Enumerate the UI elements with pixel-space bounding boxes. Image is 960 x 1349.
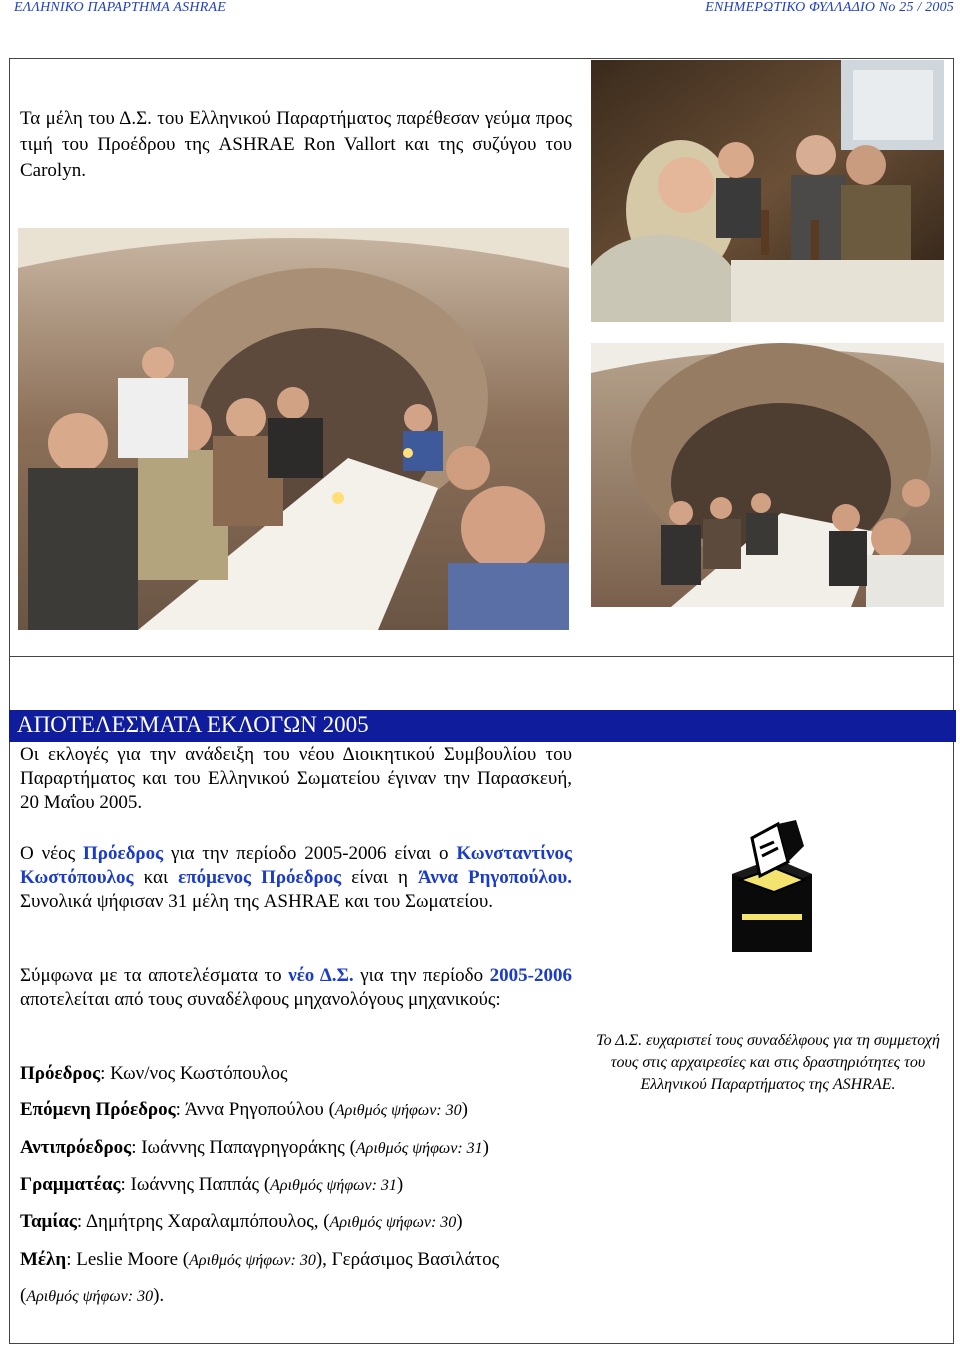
board-name: Κων/νος Κωστόπουλος bbox=[110, 1063, 288, 1084]
p2-highlight-president-name: Κωνσταντίνος Κωστόπουλος bbox=[20, 843, 572, 888]
board-sep: : bbox=[66, 1249, 77, 1270]
vote-close: ) bbox=[461, 1099, 468, 1120]
p2-text-2: για την περίοδο 2005-2006 είναι ο bbox=[163, 843, 457, 864]
vote-open: ( bbox=[182, 1249, 190, 1270]
vote-count: 31 bbox=[380, 1177, 397, 1194]
vote-close: ) bbox=[482, 1137, 489, 1158]
vote-open: ( bbox=[328, 1099, 335, 1120]
vote-label: Αριθμός ψήφων: bbox=[189, 1252, 300, 1269]
intro-text: Τα μέλη του Δ.Σ. του Ελληνικού Παραρτήματος παρέθεσαν γεύμα προς τιμή του Προέδρου της ASHRAE Ron Vallort και της συζύγου του Carolyn. bbox=[20, 108, 572, 181]
p2-highlight-president: Πρόεδρος bbox=[83, 843, 164, 864]
board-member-vice-president bbox=[20, 1136, 580, 1161]
board-role: Ταμίας bbox=[20, 1211, 77, 1232]
header-left: ΕΛΛΗΝΙΚΟ ΠΑΡΑΡΤΗΜΑ ASHRAE bbox=[14, 0, 226, 15]
p3-highlight-new-board: νέο Δ.Σ. bbox=[288, 965, 354, 986]
p2-highlight-next-president-name: Άννα Ρηγοπούλου bbox=[418, 867, 568, 888]
vote-count: 30 bbox=[299, 1252, 316, 1269]
vote-label: Αριθμός ψήφων: bbox=[329, 1214, 441, 1231]
board-sep: : bbox=[175, 1099, 185, 1120]
p3-text-3: αποτελείται από τους συναδέλφους μηχανολόγους μηχανικούς: bbox=[20, 989, 501, 1010]
election-paragraph-2 bbox=[20, 842, 572, 914]
board-name: Ιωάννης Παπαγρηγοράκης bbox=[141, 1137, 350, 1158]
photo-dinner-group-image bbox=[591, 60, 944, 322]
board-sep: : bbox=[76, 1211, 86, 1232]
photo-long-table bbox=[18, 228, 569, 630]
vote-open: ( bbox=[349, 1137, 356, 1158]
p3-highlight-period: 2005-2006 bbox=[489, 965, 572, 986]
p2-text-1: Ο νέος bbox=[20, 843, 83, 864]
board-sep: : bbox=[100, 1063, 111, 1084]
p2-highlight-next-president: επόμενος Πρόεδρος bbox=[178, 867, 342, 888]
p2-text-5: Συνολικά ψήφισαν 31 μέλη της ASHRAE και του Σωματείου. bbox=[20, 891, 494, 912]
photo-dinner-group bbox=[591, 60, 944, 322]
ballot-box-icon bbox=[724, 818, 816, 956]
board-members-continued bbox=[20, 1284, 580, 1309]
p2-highlight-period: . bbox=[567, 867, 572, 888]
vote-open: ( bbox=[263, 1174, 271, 1195]
vote-label: Αριθμός ψήφων: bbox=[270, 1177, 381, 1194]
vote-close: ). bbox=[153, 1285, 165, 1306]
board-role: Μέλη bbox=[20, 1249, 67, 1270]
vote-label: Αριθμός ψήφων: bbox=[355, 1140, 467, 1157]
vote-count: 31 bbox=[466, 1140, 483, 1157]
vote-open: ( bbox=[323, 1211, 330, 1232]
vote-close: ) bbox=[456, 1211, 463, 1232]
p2-text-3: και bbox=[133, 867, 179, 888]
board-member-secretary bbox=[20, 1173, 580, 1198]
section-title: ΑΠΟΤΕΛΕΣΜΑΤΑ ΕΚΛΟΓΩΝ 2005 bbox=[17, 712, 369, 737]
board-name: Άννα Ρηγοπούλου bbox=[184, 1099, 329, 1120]
board-name: Ιωάννης Παππάς bbox=[130, 1174, 264, 1195]
board-member-treasurer bbox=[20, 1210, 580, 1235]
vote-label: Αριθμός ψήφων: bbox=[26, 1288, 138, 1305]
vote-label: Αριθμός ψήφων: bbox=[334, 1102, 446, 1119]
vote-count: 30 bbox=[440, 1214, 457, 1231]
photo-dining-room-image bbox=[591, 343, 944, 607]
election-paragraph-3 bbox=[20, 964, 572, 1012]
p3-text-2: για την περίοδο bbox=[353, 965, 490, 986]
board-member-president bbox=[20, 1062, 580, 1086]
sidebar-thanks-note: Το Δ.Σ. ευχαριστεί τους συναδέλφους για τη συμμετοχή τους στις αρχαιρεσίες και στις δραστηριότητες του Ελληνικού Παραρτήματος της ASHRAE. bbox=[596, 1032, 940, 1093]
board-member-next-president bbox=[20, 1098, 580, 1123]
board-name: Leslie Moore bbox=[76, 1249, 183, 1270]
vote-open: ( bbox=[20, 1285, 27, 1306]
vote-count: 30 bbox=[137, 1288, 154, 1305]
election-paragraph-1: Οι εκλογές για την ανάδειξη του νέου Διοικητικού Συμβουλίου του Παραρτήματος και του Ελληνικού Σωματείου έγιναν την Παρασκευή, 20 Μαΐου 2005. bbox=[20, 744, 572, 813]
photo-long-table-image bbox=[18, 228, 569, 630]
vote-count: 30 bbox=[445, 1102, 462, 1119]
photo-dining-room bbox=[591, 343, 944, 607]
header-right: ΕΝΗΜΕΡΩΤΙΚΟ ΦΥΛΛΑΔΙΟ Νο 25 / 2005 bbox=[705, 0, 954, 15]
section-title-banner bbox=[9, 710, 956, 742]
vote-close: ), Γεράσιμος Βασιλάτος bbox=[315, 1249, 500, 1270]
board-name: Δημήτρης Χαραλαμπόπουλος, bbox=[85, 1211, 324, 1232]
board-sep: : bbox=[120, 1174, 131, 1195]
board-role: Γραμματέας bbox=[20, 1174, 121, 1195]
board-role: Πρόεδρος bbox=[20, 1063, 101, 1084]
p2-text-4: είναι η bbox=[341, 867, 419, 888]
section-divider bbox=[9, 656, 954, 657]
board-role: Επόμενη Πρόεδρος bbox=[20, 1099, 176, 1120]
board-role: Αντιπρόεδρος bbox=[20, 1137, 132, 1158]
p3-text-1: Σύμφωνα με τα αποτελέσματα το bbox=[20, 965, 289, 986]
board-members bbox=[20, 1248, 580, 1273]
board-sep: : bbox=[131, 1137, 142, 1158]
vote-close: ) bbox=[396, 1174, 404, 1195]
